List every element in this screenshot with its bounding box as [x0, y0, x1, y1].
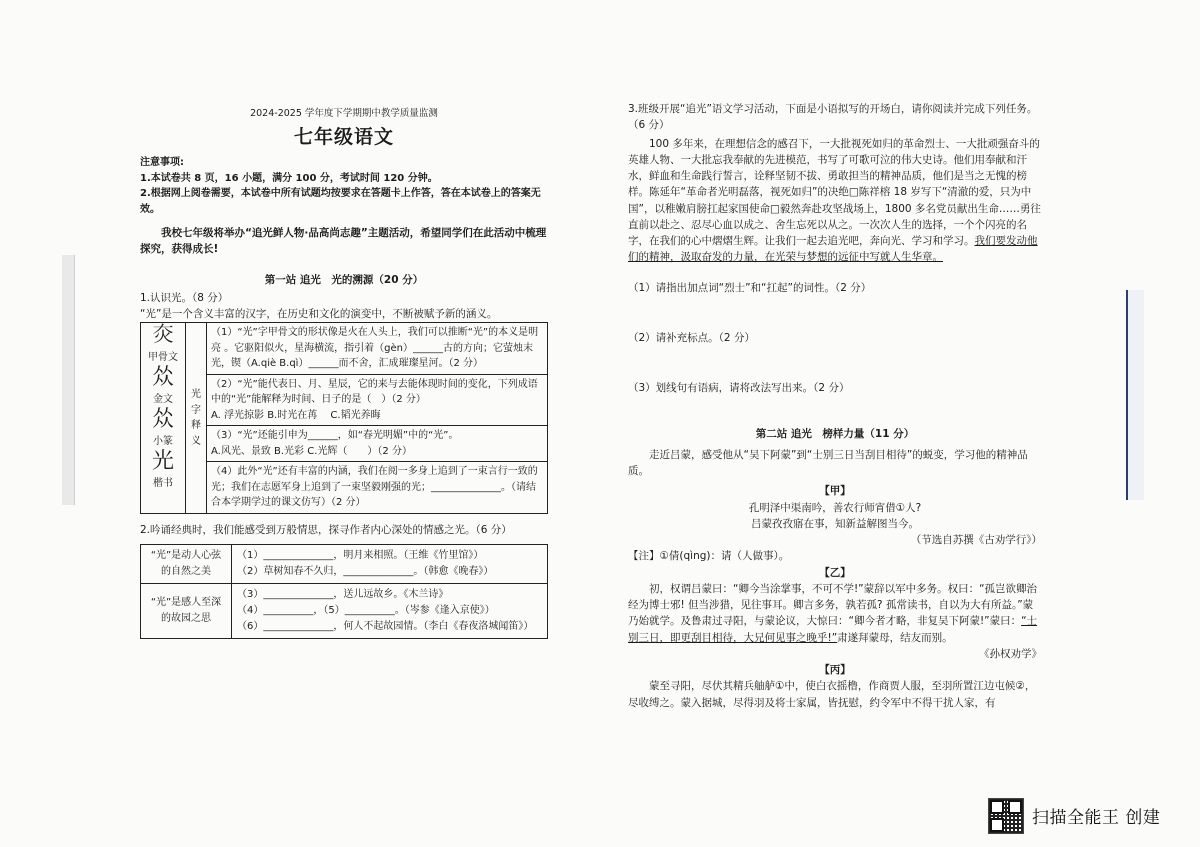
notice-item-2: 2.根据网上阅卷需要，本试卷中所有试题均按要求在答题卡上作答，答在本试卷上的答案无效。	[140, 188, 541, 215]
page-edge-left	[62, 255, 75, 505]
seal-glyph: 𠈌	[151, 407, 174, 433]
jia-line-2: 吕蒙孜孜寤在事，知新益解图当今。	[751, 517, 919, 530]
yi-text	[628, 581, 1042, 646]
poem-blank-6: （6）______________，何人不起故园情。（李白《春夜洛城闻笛》）	[237, 621, 534, 633]
notice-item-1: 1.本试卷共 8 页，16 小题，满分 100 分，考试时间 120 分钟。	[140, 172, 438, 184]
station-2-intro: 走近吕蒙，感受他从“吴下阿蒙”到“士别三日当刮目相待”的蜕变，学习他的精神品质。	[628, 448, 1028, 477]
poem-row-label-2: “光”是感人至深的故园之思	[141, 584, 232, 639]
q1-sub3	[207, 426, 548, 462]
bing-text: 蒙至寻阳，尽伏其精兵舳舻①中，使白衣摇橹，作商贾人服，至羽所置江边屯候②，尽收缚之。蒙入据城，尽得羽及将士家属，皆抚慰，约令军中不得干扰人家，有	[628, 680, 1036, 709]
glyph-label-regular: 楷书	[153, 477, 173, 489]
poem-blank-2: （2）草树知春不久归，______________。（韩愈《晚春》）	[237, 566, 494, 578]
jia-note: 【注】①倩(qìng)：请（人做事）。	[628, 550, 790, 563]
yi-source: 《孙权劝学》	[979, 647, 1042, 660]
q1-title: 1.认识光。（8 分）	[140, 291, 229, 304]
glyph-table	[140, 322, 548, 514]
qr-code-icon	[988, 798, 1024, 834]
jia-line-1: 孔明泽中渠南吟，善农行师宵借①人?	[748, 501, 922, 514]
jia-source: （节选自苏撰《古劝学行》）	[910, 534, 1042, 547]
q2-title: 2.吟诵经典时，我们能感受到万般情思，探寻作者内心深处的情感之光。（6 分）	[140, 523, 512, 536]
q3-sub2: （2）请补充标点。（2 分）	[628, 331, 755, 344]
yi-underlined: “士别三日，即更刮目相待，大兄何见事之晚乎!”	[628, 615, 1038, 644]
text-bing-label: 【丙】	[819, 664, 851, 677]
q3-passage-main: 100 多年来，在理想信念的感召下，一大批视死如归的革命烈士、一大批顽强奋斗的英雄人物、一大批忘我奉献的先进模范，书写了可歌可泣的伟大史诗。他们用奉献和汗水，鲜血和生命践行誓言，诠释坚韧不拔、勇敢担当的精神品质，他们是当之无愧的榜样。陈延年“革命者光明磊落，视死如归”的决绝□陈祥榕 18 岁写下“清澈的爱，只为中国”，以稚嫩肩膀扛起家国使命□毅然奔赴攻坚战场上，1800 多名党员献出生命……勇往直前以赴之、忍尽心血以成之、舍生忘死以从之。一次次人生的选择，一个个闪亮的名字，在我们的心中熠熠生辉。	[628, 137, 1041, 248]
q3-sub1: （1）请指出加点词“烈士”和“扛起”的词性。（2 分）	[628, 281, 872, 294]
text-yi-label: 【乙】	[819, 566, 851, 579]
text-jia-label: 【甲】	[819, 485, 851, 498]
q1-sub2	[207, 374, 548, 426]
page-edge-right	[1126, 290, 1144, 500]
station-2-title: 第二站 追光 榜样力量（11 分）	[755, 428, 915, 441]
glyph-label-bronze: 金文	[153, 393, 173, 405]
answer-space-2	[628, 346, 1042, 380]
answer-space-1	[628, 296, 1042, 330]
left-column	[140, 103, 548, 639]
side-label: 光字释义	[186, 323, 207, 514]
station-1-title: 第一站 追光 光的溯源（20 分）	[264, 273, 424, 286]
scanner-watermark: 扫描全能王 创建	[1032, 808, 1161, 828]
yi-text-a: 初，权谓吕蒙曰：“卿今当涂掌事，不可不学!”蒙辞以军中多务。权曰：“孤岂欲卿治经为博士邪! 但当涉猎，见往事耳。卿言多务，孰若孤? 孤常读书，自以为大有所益。”蒙乃始就学。及鲁肃过寻阳，与蒙论议，大惊曰：“卿今者才略，非复吴下阿蒙!”蒙曰：	[628, 582, 1038, 628]
exam-title: 七年级语文	[293, 125, 394, 148]
q1-sub4: （4）此外“光”还有丰富的内涵，我们在阅一多身上追到了一束言行一致的光；我们在志愿军身上追到了一束坚毅刚强的光；______________。（请结合本学期学过的课文仿写）（2 分）	[207, 462, 548, 514]
q1-sub3-options: A.风光、景致 B.光彩 C.光辉（ ）（2 分）	[211, 445, 412, 457]
poem-blank-4-5: （4）__________，（5）__________。（岑参《逢入京使》）	[237, 605, 495, 617]
q3-passage-tail: 让我们一起去追光吧，奔向光、学习和学习。	[764, 235, 975, 248]
q3-underlined-sentence: 我们要发动他们的精神，汲取奋发的力量，在光荣与梦想的远征中写就人生华章。	[628, 235, 1038, 264]
notice-block	[140, 155, 548, 217]
glyph-evolution-cell	[141, 323, 186, 514]
q1-sub3-text: （3）“光”还能引申为______，如“春光明媚”中的“光”。	[211, 430, 459, 442]
bronze-glyph: 𠈌	[151, 365, 174, 391]
exam-term: 2024-2025 学年度下学期期中教学质量监测	[250, 108, 438, 119]
glyph-label-oracle: 甲骨文	[148, 351, 178, 363]
poem-row-2	[232, 584, 548, 639]
q1-sub2-options: A. 浮光掠影 B.时光在苒 C.韬光养晦	[211, 409, 381, 421]
q1-sub2-text: （2）“光”能代表日、月、星辰，它的来与去能体现时间的变化，下列成语中的“光”能解释为时间、日子的是（ ）（2 分）	[211, 378, 538, 406]
q3-sub3: （3）划线句有语病，请将改法写出来。（2 分）	[628, 382, 850, 395]
activity-intro: 我校七年级将举办“追光鲜人物·品高尚志趣”主题活动，希望同学们在此活动中梳理探究，获得成长!	[140, 227, 547, 256]
notice-title: 注意事项:	[140, 157, 184, 169]
q1-sub1: （1）“光”字甲骨文的形状像是火在人头上，我们可以推断“光”的本义是明亮 。它驱阳似火，星海横流，指引着（gèn）______古的方向；它萤烛末光，锲（A.qiè B.qì）______而不舍，汇成璀璨星河。（2 分）	[207, 323, 548, 375]
poem-blank-1: （1）______________，明月来相照。（王维《竹里馆》）	[237, 550, 484, 562]
oracle-bone-glyph: 𤆍	[151, 323, 174, 349]
glyph-label-seal: 小篆	[153, 435, 173, 447]
q3-passage	[628, 136, 1042, 266]
q3-title: 3.班级开展“追光”语文学习活动，下面是小语拟写的开场白，请你阅读并完成下列任务。（6 分）	[628, 103, 1038, 132]
poem-table	[140, 544, 548, 639]
right-column	[628, 101, 1042, 711]
poem-row-1	[232, 545, 548, 584]
poem-row-label-1: “光”是动人心弦的自然之美	[141, 545, 232, 584]
q1-intro: “光”是一个含义丰富的汉字，在历史和文化的演变中，不断被赋予新的涵义。	[140, 308, 498, 321]
yi-text-b: 肃遂拜蒙母，结友而别。	[837, 631, 953, 644]
regular-glyph: 光	[151, 449, 174, 475]
poem-blank-3: （3）______________，送儿远故乡。《木兰诗》	[237, 589, 449, 601]
